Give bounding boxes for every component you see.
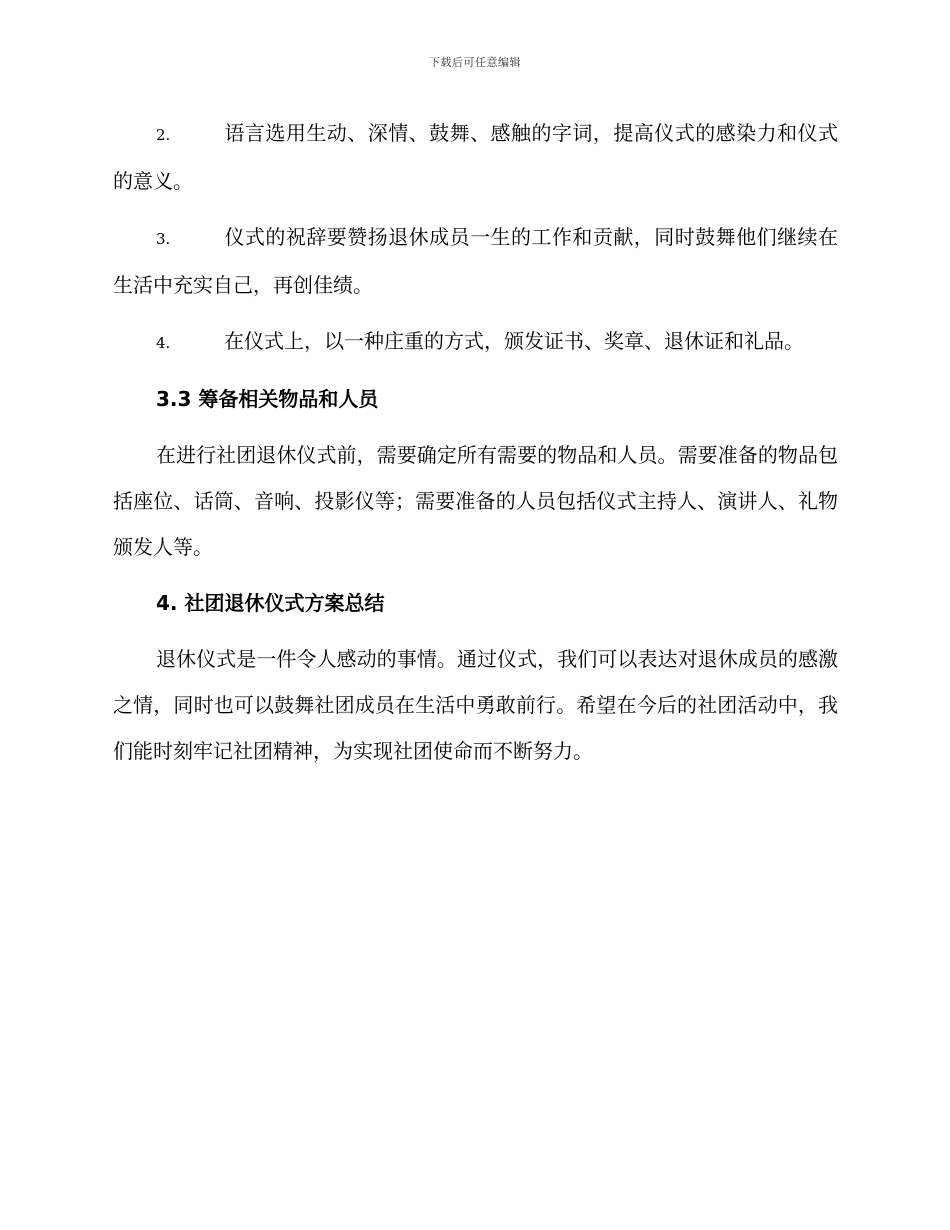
section-heading-3-3: 3.3 筹备相关物品和人员 [156,387,379,411]
section-3-3-paragraph: 在进行社团退休仪式前，需要确定所有需要的物品和人员。需要准备的物品包括座位、话筒、音响、投影仪等；需要准备的人员包括仪式主持人、演讲人、礼物颁发人等。 [113,443,838,559]
list-item [113,110,838,204]
list-number: 2. [156,126,171,144]
section-4-paragraph: 退休仪式是一件令人感动的事情。通过仪式，我们可以表达对退休成员的感激之情，同时也可以鼓舞社团成员在生活中勇敢前行。希望在今后的社团活动中，我们能时刻牢记社团精神，为实现社团使命而不断努力。 [113,647,838,763]
page-header: 下载后可任意编辑 [429,56,521,69]
list-number: 3. [156,230,171,248]
document-body [113,110,838,784]
list-text: 在仪式上，以一种庄重的方式，颁发证书、奖章、退休证和礼品。 [224,329,804,353]
list-number: 4. [156,334,171,352]
section-heading-4: 4. 社团退休仪式方案总结 [156,591,385,615]
list-text: 仪式的祝辞要赞扬退休成员一生的工作和贡献，同时鼓舞他们继续在生活中充实自己，再创佳绩。 [113,225,838,297]
list-item [113,318,838,366]
list-text: 语言选用生动、深情、鼓舞、感触的字词，提高仪式的感染力和仪式的意义。 [113,121,838,193]
list-item [113,214,838,308]
